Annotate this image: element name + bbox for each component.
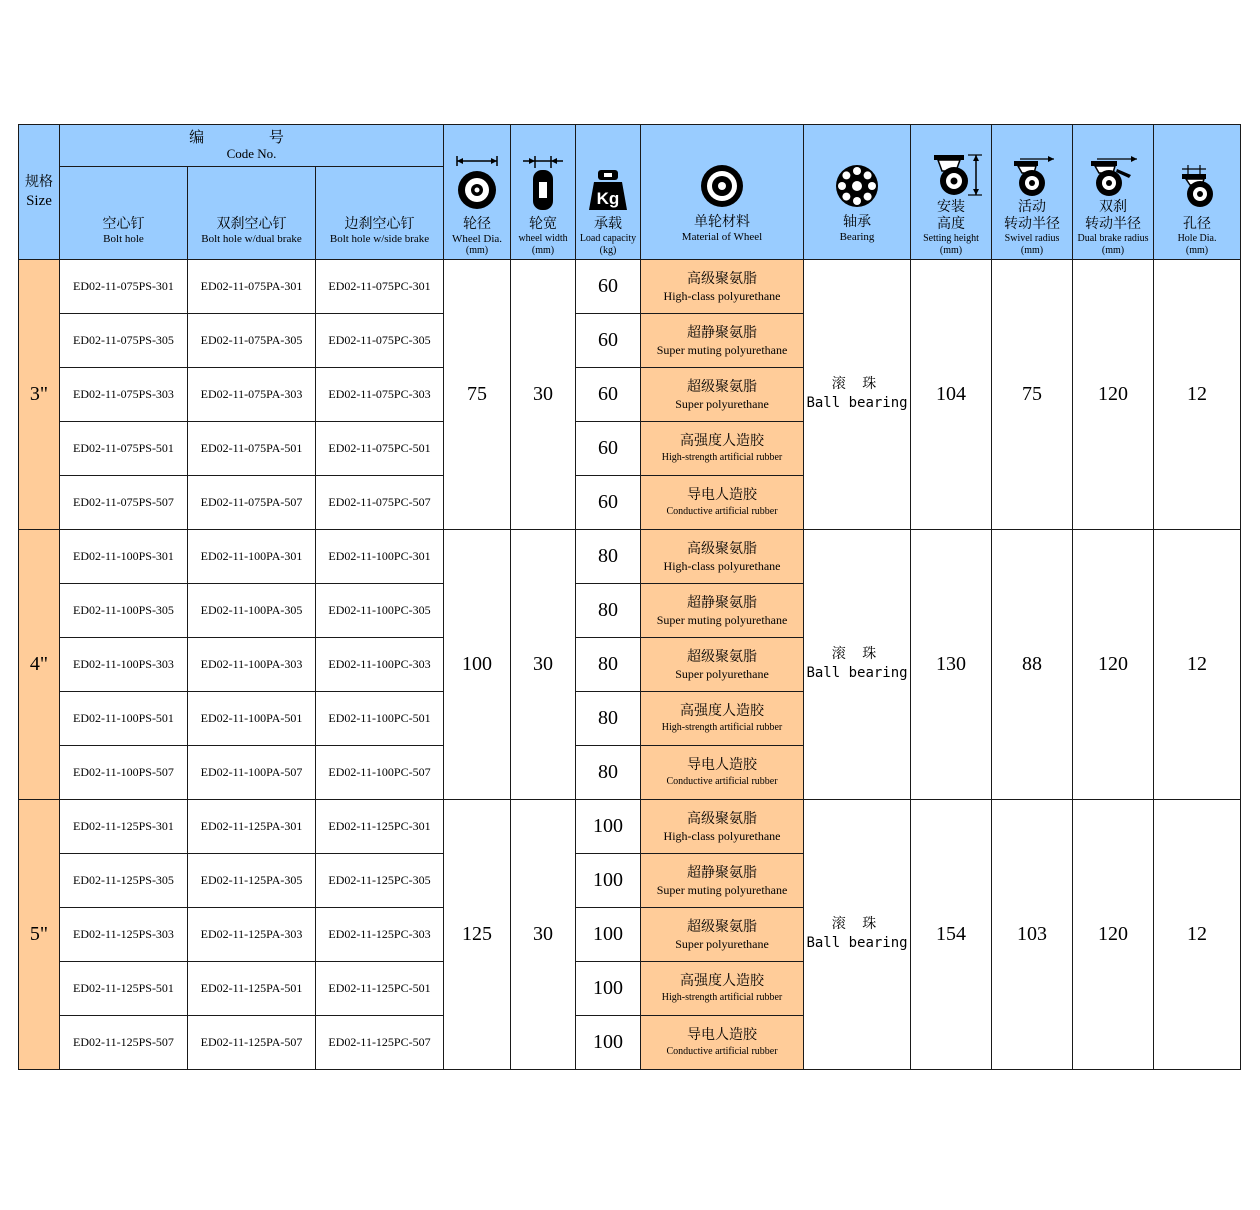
code-dual-brake: ED02-11-075PA-501 xyxy=(188,422,316,476)
code-dual-brake: ED02-11-125PA-301 xyxy=(188,800,316,854)
bolt-dual-brake-header: 双刹空心钉 Bolt hole w/dual brake xyxy=(188,167,316,260)
load-value: 100 xyxy=(576,854,641,908)
dual-brake-value: 120 xyxy=(1073,260,1154,530)
load-value: 100 xyxy=(576,1016,641,1070)
hole-value: 12 xyxy=(1154,260,1241,530)
material-cn: 高级聚氨脂 xyxy=(687,540,758,557)
caster-spec-table xyxy=(18,124,1241,1070)
code-side-brake: ED02-11-125PC-507 xyxy=(316,1016,444,1070)
load-value: 80 xyxy=(576,746,641,800)
material-cell xyxy=(641,584,804,638)
material-cell xyxy=(641,476,804,530)
material-cell xyxy=(641,638,804,692)
material-cn: 高强度人造胶 xyxy=(680,972,765,989)
code-bolt-hole: ED02-11-075PS-301 xyxy=(60,260,188,314)
code-dual-brake: ED02-11-075PA-305 xyxy=(188,314,316,368)
load-value: 80 xyxy=(576,584,641,638)
wheel-diameter-icon xyxy=(453,152,501,212)
material-en: Super muting polyurethane xyxy=(656,882,788,897)
code-bolt-hole: ED02-11-125PS-501 xyxy=(60,962,188,1016)
code-bolt-hole: ED02-11-075PS-507 xyxy=(60,476,188,530)
material-cell xyxy=(641,368,804,422)
code-dual-brake: ED02-11-100PA-305 xyxy=(188,584,316,638)
wheel-dia-header: 轮径 Wheel Dia. (mm) xyxy=(444,125,511,260)
code-dual-brake: ED02-11-100PA-303 xyxy=(188,638,316,692)
material-cell xyxy=(641,746,804,800)
bearing-en: Ball bearing xyxy=(806,935,908,951)
wheel-width-value: 30 xyxy=(511,530,576,800)
code-bolt-hole: ED02-11-075PS-501 xyxy=(60,422,188,476)
code-side-brake: ED02-11-075PC-501 xyxy=(316,422,444,476)
code-side-brake: ED02-11-100PC-501 xyxy=(316,692,444,746)
material-header: 单轮材料 Material of Wheel xyxy=(641,125,804,260)
material-cn: 超静聚氨脂 xyxy=(687,864,758,881)
material-cn: 超级聚氨脂 xyxy=(687,918,758,935)
hole-caster-icon xyxy=(1172,164,1222,208)
code-dual-brake: ED02-11-100PA-501 xyxy=(188,692,316,746)
material-cell xyxy=(641,260,804,314)
wheel-dia-value: 125 xyxy=(444,800,511,1070)
bearing-cell xyxy=(804,800,911,1070)
code-dual-brake: ED02-11-100PA-301 xyxy=(188,530,316,584)
dual-brake-header: 双刹 转动半径 Dual brake radius (mm) xyxy=(1073,125,1154,260)
table-row xyxy=(19,800,1241,854)
wheel-width-header: 轮宽 wheel width (mm) xyxy=(511,125,576,260)
wheel-material-icon xyxy=(698,162,746,210)
code-side-brake: ED02-11-075PC-303 xyxy=(316,368,444,422)
load-value: 60 xyxy=(576,260,641,314)
material-cn: 导电人造胶 xyxy=(687,756,758,773)
wheel-width-value: 30 xyxy=(511,260,576,530)
wheel-width-icon xyxy=(519,152,567,212)
material-en: Super polyurethane xyxy=(675,936,769,951)
load-value: 100 xyxy=(576,962,641,1016)
code-side-brake: ED02-11-075PC-507 xyxy=(316,476,444,530)
load-value: 80 xyxy=(576,638,641,692)
material-en: High-class polyurethane xyxy=(663,828,781,843)
material-cell xyxy=(641,1016,804,1070)
material-cn: 超级聚氨脂 xyxy=(687,648,758,665)
load-value: 80 xyxy=(576,692,641,746)
setting-height-value: 154 xyxy=(911,800,992,1070)
material-cn: 超级聚氨脂 xyxy=(687,378,758,395)
bearing-header: 轴承 Bearing xyxy=(804,125,911,260)
code-bolt-hole: ED02-11-125PS-303 xyxy=(60,908,188,962)
material-en: High-strength artificial rubber xyxy=(661,721,783,733)
bearing-en: Ball bearing xyxy=(806,665,908,681)
setting-height-header: 安装 高度 Setting height (mm) xyxy=(911,125,992,260)
code-side-brake: ED02-11-075PC-305 xyxy=(316,314,444,368)
table-row xyxy=(19,260,1241,314)
code-side-brake: ED02-11-100PC-507 xyxy=(316,746,444,800)
code-bolt-hole: ED02-11-100PS-301 xyxy=(60,530,188,584)
setting-height-value: 130 xyxy=(911,530,992,800)
material-cell xyxy=(641,962,804,1016)
material-cell xyxy=(641,530,804,584)
table-row xyxy=(19,530,1241,584)
code-side-brake: ED02-11-125PC-305 xyxy=(316,854,444,908)
code-side-brake: ED02-11-100PC-305 xyxy=(316,584,444,638)
material-en: Super muting polyurethane xyxy=(656,342,788,357)
bearing-en: Ball bearing xyxy=(806,395,908,411)
dual-brake-value: 120 xyxy=(1073,530,1154,800)
bolt-side-brake-header: 边刹空心钉 Bolt hole w/side brake xyxy=(316,167,444,260)
dual-brake-caster-icon xyxy=(1083,153,1143,197)
material-en: Super muting polyurethane xyxy=(656,612,788,627)
bearing-cell xyxy=(804,530,911,800)
setting-height-value: 104 xyxy=(911,260,992,530)
code-bolt-hole: ED02-11-100PS-507 xyxy=(60,746,188,800)
wheel-width-value: 30 xyxy=(511,800,576,1070)
material-cn: 高强度人造胶 xyxy=(680,432,765,449)
code-bolt-hole: ED02-11-100PS-305 xyxy=(60,584,188,638)
material-cn: 高强度人造胶 xyxy=(680,702,765,719)
material-cell xyxy=(641,422,804,476)
hole-header: 孔径 Hole Dia. (mm) xyxy=(1154,125,1241,260)
spec-body xyxy=(19,260,1241,1070)
material-cell xyxy=(641,800,804,854)
code-header: 编 号 Code No. xyxy=(60,125,444,167)
code-dual-brake: ED02-11-125PA-507 xyxy=(188,1016,316,1070)
swivel-value: 103 xyxy=(992,800,1073,1070)
swivel-value: 88 xyxy=(992,530,1073,800)
load-header: Kg 承载 Load capacity (kg) xyxy=(576,125,641,260)
material-cell xyxy=(641,692,804,746)
bearing-icon xyxy=(833,162,881,210)
code-dual-brake: ED02-11-100PA-507 xyxy=(188,746,316,800)
code-side-brake: ED02-11-125PC-303 xyxy=(316,908,444,962)
material-cn: 导电人造胶 xyxy=(687,1026,758,1043)
setting-height-icon xyxy=(916,153,986,197)
material-cell xyxy=(641,314,804,368)
code-bolt-hole: ED02-11-100PS-303 xyxy=(60,638,188,692)
material-en: Conductive artificial rubber xyxy=(666,775,778,787)
bearing-cn: 滚 珠 xyxy=(831,916,883,932)
code-bolt-hole: ED02-11-125PS-301 xyxy=(60,800,188,854)
code-dual-brake: ED02-11-125PA-501 xyxy=(188,962,316,1016)
code-side-brake: ED02-11-100PC-301 xyxy=(316,530,444,584)
bearing-cn: 滚 珠 xyxy=(831,646,883,662)
load-value: 80 xyxy=(576,530,641,584)
load-value: 100 xyxy=(576,800,641,854)
material-en: Conductive artificial rubber xyxy=(666,505,778,517)
code-dual-brake: ED02-11-075PA-507 xyxy=(188,476,316,530)
code-side-brake: ED02-11-125PC-301 xyxy=(316,800,444,854)
wheel-dia-value: 100 xyxy=(444,530,511,800)
size-cell: 5" xyxy=(19,800,60,1070)
material-cn: 超静聚氨脂 xyxy=(687,594,758,611)
swivel-value: 75 xyxy=(992,260,1073,530)
load-weight-icon xyxy=(584,164,632,212)
bearing-cell xyxy=(804,260,911,530)
material-cn: 超静聚氨脂 xyxy=(687,324,758,341)
bolt-hole-header: 空心钉 Bolt hole xyxy=(60,167,188,260)
hole-value: 12 xyxy=(1154,800,1241,1070)
material-en: High-strength artificial rubber xyxy=(661,991,783,1003)
code-dual-brake: ED02-11-075PA-301 xyxy=(188,260,316,314)
code-bolt-hole: ED02-11-125PS-305 xyxy=(60,854,188,908)
code-bolt-hole: ED02-11-075PS-303 xyxy=(60,368,188,422)
load-value: 60 xyxy=(576,314,641,368)
size-header: 规格 Size xyxy=(19,125,60,260)
code-bolt-hole: ED02-11-125PS-507 xyxy=(60,1016,188,1070)
load-value: 60 xyxy=(576,476,641,530)
size-cell: 3" xyxy=(19,260,60,530)
wheel-dia-value: 75 xyxy=(444,260,511,530)
code-bolt-hole: ED02-11-100PS-501 xyxy=(60,692,188,746)
code-bolt-hole: ED02-11-075PS-305 xyxy=(60,314,188,368)
material-cell xyxy=(641,854,804,908)
hole-value: 12 xyxy=(1154,530,1241,800)
code-side-brake: ED02-11-100PC-303 xyxy=(316,638,444,692)
material-cn: 高级聚氨脂 xyxy=(687,270,758,287)
bearing-cn: 滚 珠 xyxy=(831,376,883,392)
material-en: Super polyurethane xyxy=(675,396,769,411)
material-en: Conductive artificial rubber xyxy=(666,1045,778,1057)
load-value: 100 xyxy=(576,908,641,962)
material-cn: 导电人造胶 xyxy=(687,486,758,503)
material-cn: 高级聚氨脂 xyxy=(687,810,758,827)
material-en: High-class polyurethane xyxy=(663,288,781,303)
code-dual-brake: ED02-11-125PA-305 xyxy=(188,854,316,908)
swivel-header: 活动 转动半径 Swivel radius (mm) xyxy=(992,125,1073,260)
svg-text:Kg: Kg xyxy=(596,189,620,208)
size-cell: 4" xyxy=(19,530,60,800)
material-en: Super polyurethane xyxy=(675,666,769,681)
load-value: 60 xyxy=(576,422,641,476)
material-cell xyxy=(641,908,804,962)
code-dual-brake: ED02-11-125PA-303 xyxy=(188,908,316,962)
code-side-brake: ED02-11-125PC-501 xyxy=(316,962,444,1016)
material-en: High-class polyurethane xyxy=(663,558,781,573)
material-en: High-strength artificial rubber xyxy=(661,451,783,463)
dual-brake-value: 120 xyxy=(1073,800,1154,1070)
code-side-brake: ED02-11-075PC-301 xyxy=(316,260,444,314)
load-value: 60 xyxy=(576,368,641,422)
code-dual-brake: ED02-11-075PA-303 xyxy=(188,368,316,422)
swivel-caster-icon xyxy=(1002,153,1062,197)
